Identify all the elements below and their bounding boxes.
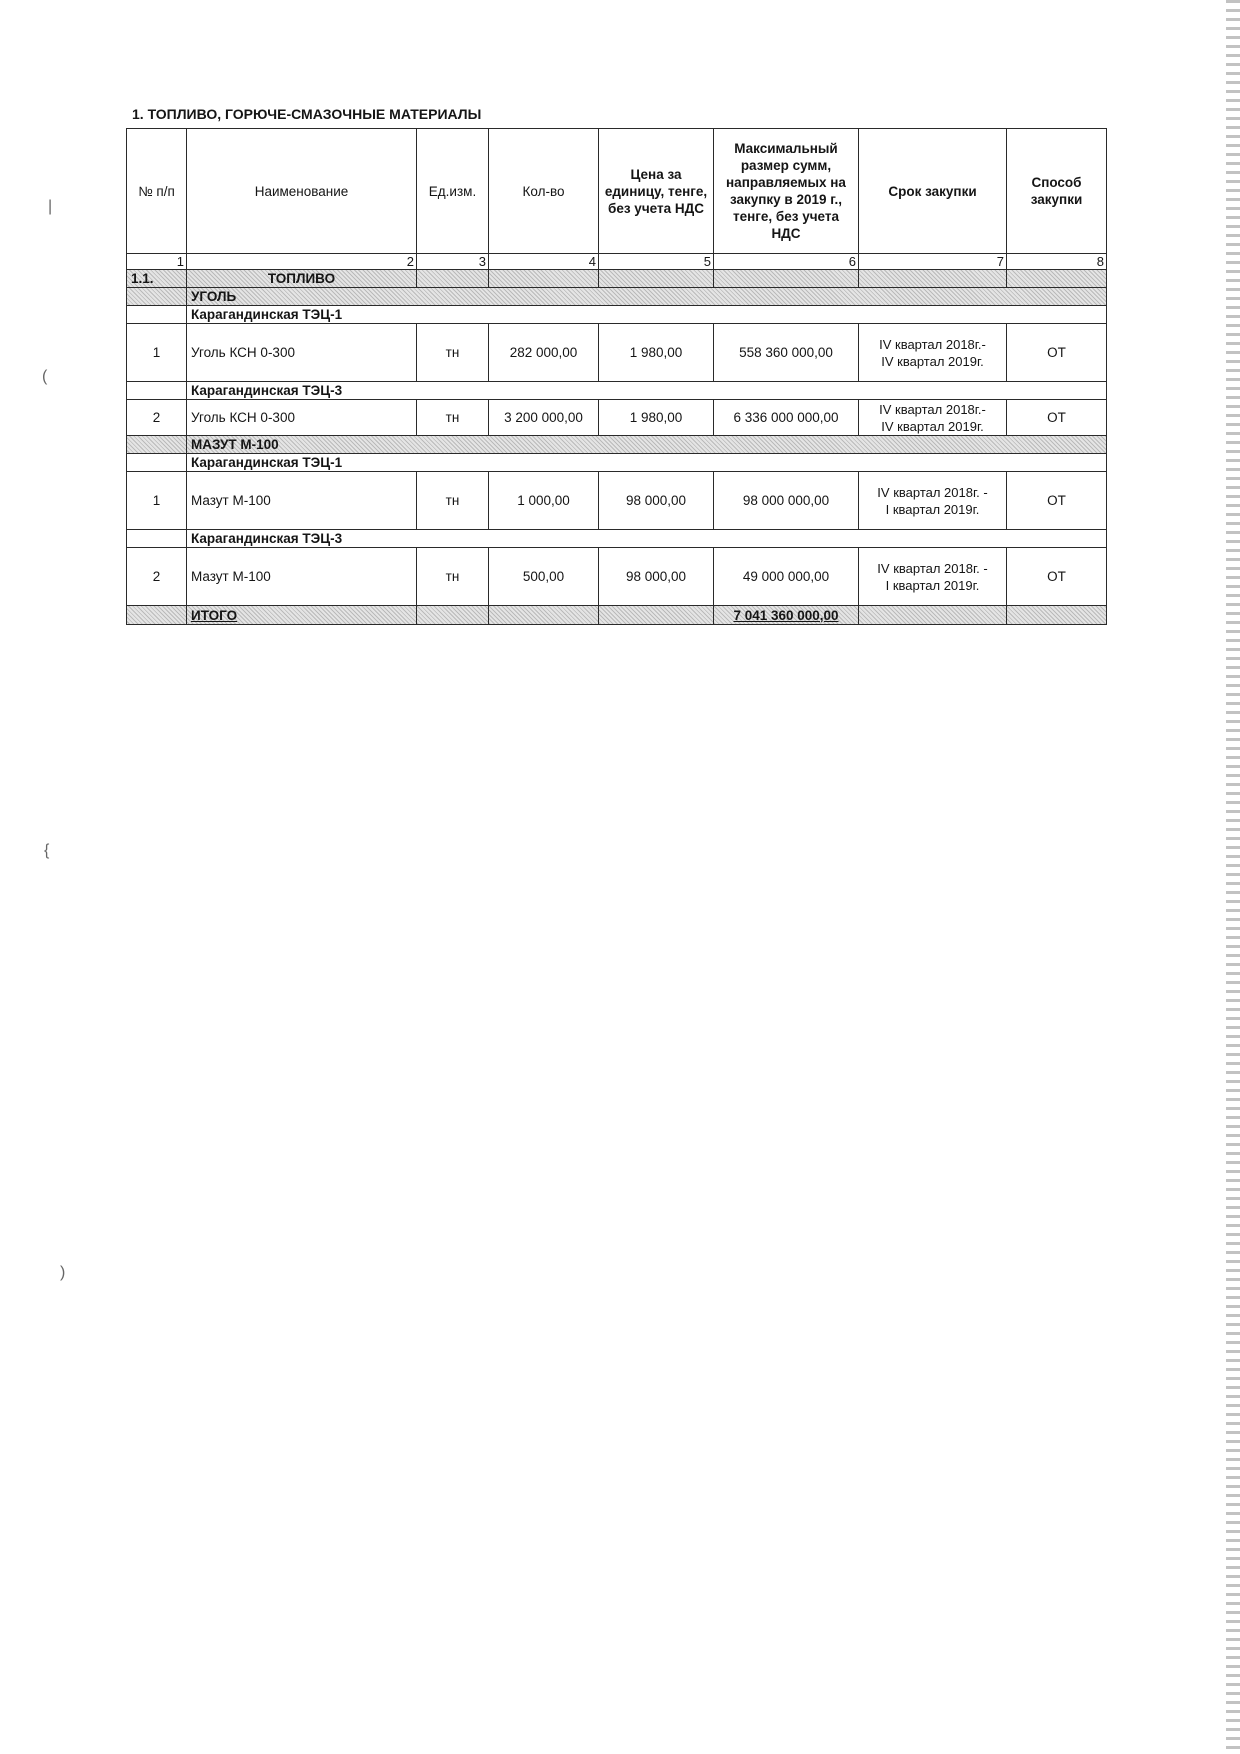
procurement-table: [126, 128, 1107, 625]
row-period: [859, 548, 1007, 606]
row-unit: тн: [417, 548, 489, 606]
period-end: I квартал 2019г.: [885, 501, 980, 517]
row-method: ОТ: [1007, 472, 1107, 530]
header-qty: Кол-во: [489, 129, 599, 254]
section-code: 1.1.: [127, 270, 187, 288]
period-start: IV квартал 2018г. -: [877, 560, 988, 576]
column-number: 2: [187, 254, 417, 270]
row-period: [859, 324, 1007, 382]
row-qty: 500,00: [489, 548, 599, 606]
scan-mark-icon: {: [44, 842, 50, 859]
column-number: 3: [417, 254, 489, 270]
table-row: [127, 400, 1107, 436]
row-num: 2: [127, 548, 187, 606]
table-row: [127, 324, 1107, 382]
category-mazut: МАЗУТ М-100: [187, 436, 1107, 454]
column-number-row: [127, 254, 1107, 270]
row-sum: 49 000 000,00: [714, 548, 859, 606]
row-qty: 282 000,00: [489, 324, 599, 382]
row-name: Мазут М-100: [187, 548, 417, 606]
total-sum: 7 041 360 000,00: [714, 606, 859, 625]
row-name: Уголь КСН 0-300: [187, 324, 417, 382]
plant-name: Карагандинская ТЭЦ-3: [187, 382, 1107, 400]
period-end: IV квартал 2019г.: [881, 418, 984, 434]
row-price: 1 980,00: [599, 400, 714, 436]
header-unit: Ед.изм.: [417, 129, 489, 254]
period-end: I квартал 2019г.: [885, 577, 980, 593]
scan-mark-icon: |: [48, 198, 53, 215]
section-row: [127, 270, 1107, 288]
period-start: IV квартал 2018г.-: [879, 336, 986, 352]
row-sum: 98 000 000,00: [714, 472, 859, 530]
row-method: ОТ: [1007, 324, 1107, 382]
category-row-mazut: [127, 436, 1107, 454]
row-unit: тн: [417, 400, 489, 436]
plant-name: Карагандинская ТЭЦ-1: [187, 454, 1107, 472]
plant-name: Карагандинская ТЭЦ-3: [187, 530, 1107, 548]
procurement-table-wrapper: [126, 128, 1106, 625]
row-qty: 1 000,00: [489, 472, 599, 530]
plant-row: [127, 306, 1107, 324]
row-qty: 3 200 000,00: [489, 400, 599, 436]
row-sum: 6 336 000 000,00: [714, 400, 859, 436]
total-row: [127, 606, 1107, 625]
period-end: IV квартал 2019г.: [881, 353, 984, 369]
row-unit: тн: [417, 472, 489, 530]
row-unit: тн: [417, 324, 489, 382]
plant-row: [127, 454, 1107, 472]
column-number: 6: [714, 254, 859, 270]
header-num: № п/п: [127, 129, 187, 254]
page-title: 1. ТОПЛИВО, ГОРЮЧЕ-СМАЗОЧНЫЕ МАТЕРИАЛЫ: [132, 106, 482, 122]
category-coal: УГОЛЬ: [187, 288, 1107, 306]
plant-name: Карагандинская ТЭЦ-1: [187, 306, 1107, 324]
row-price: 1 980,00: [599, 324, 714, 382]
table-row: [127, 472, 1107, 530]
column-number: 1: [127, 254, 187, 270]
row-num: 2: [127, 400, 187, 436]
header-row: [127, 129, 1107, 254]
row-period: [859, 400, 1007, 436]
scan-mark-icon: (: [42, 368, 48, 385]
header-period: Срок закупки: [859, 129, 1007, 254]
row-method: ОТ: [1007, 548, 1107, 606]
scan-edge: [1226, 0, 1240, 1754]
row-name: Мазут М-100: [187, 472, 417, 530]
row-method: ОТ: [1007, 400, 1107, 436]
column-number: 5: [599, 254, 714, 270]
period-start: IV квартал 2018г. -: [877, 484, 988, 500]
section-name: ТОПЛИВО: [187, 270, 417, 288]
header-method: Способ закупки: [1007, 129, 1107, 254]
plant-row: [127, 382, 1107, 400]
row-price: 98 000,00: [599, 548, 714, 606]
row-price: 98 000,00: [599, 472, 714, 530]
plant-row: [127, 530, 1107, 548]
row-num: 1: [127, 472, 187, 530]
row-sum: 558 360 000,00: [714, 324, 859, 382]
header-name: Наименование: [187, 129, 417, 254]
header-max-sum: Максимальный размер сумм, направляемых на закупку в 2019 г., тенге, без учета НДС: [714, 129, 859, 254]
row-name: Уголь КСН 0-300: [187, 400, 417, 436]
total-label: ИТОГО: [187, 606, 417, 625]
row-num: 1: [127, 324, 187, 382]
category-row-coal: [127, 288, 1107, 306]
period-start: IV квартал 2018г.-: [879, 401, 986, 417]
table-row: [127, 548, 1107, 606]
column-number: 8: [1007, 254, 1107, 270]
row-period: [859, 472, 1007, 530]
scan-mark-icon: ): [60, 1264, 66, 1281]
header-price: Цена за единицу, тенге, без учета НДС: [599, 129, 714, 254]
column-number: 7: [859, 254, 1007, 270]
column-number: 4: [489, 254, 599, 270]
